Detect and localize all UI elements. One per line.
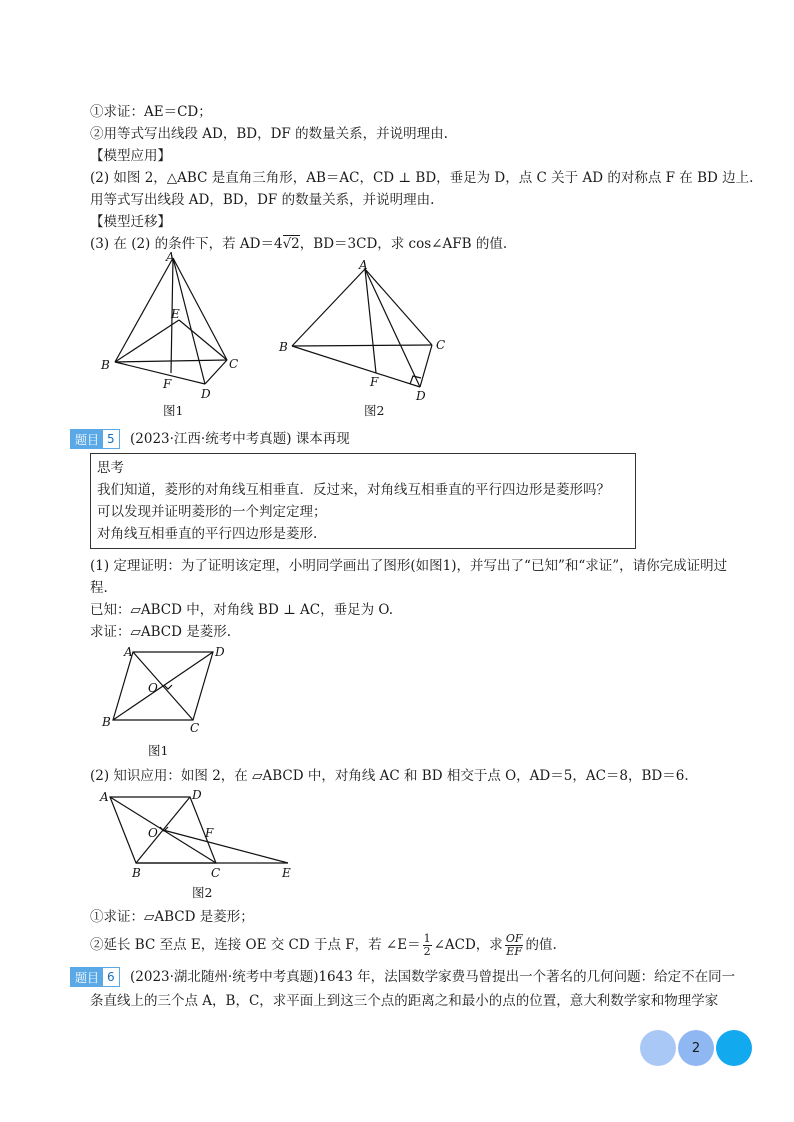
fig1-label-c: C xyxy=(229,357,239,371)
thinking-box-line: 对角线互相垂直的平行四边形是菱形. xyxy=(97,526,318,542)
q5f2-label-d: D xyxy=(192,788,202,802)
q5f1-label-d: D xyxy=(215,645,225,659)
section-heading-transfer: 【模型迁移】 xyxy=(90,214,171,230)
q5-part1-text-b: 程. xyxy=(90,580,108,596)
q5f1-label-a: A xyxy=(124,645,133,659)
page-number-badge xyxy=(640,1030,752,1066)
q5-sub2: ②延长 BC 至点 E，连接 OE 交 CD 于点 F，若 ∠E＝ $\frac{1}{2}$ ∠ACD，求 $\frac{OF}{EF}$ 的值. xyxy=(90,932,557,958)
q5f1-label-o: O xyxy=(148,681,158,695)
fig2-label-b: B xyxy=(279,340,288,354)
q5-prove: 求证：▱ABCD 是菱形. xyxy=(90,624,232,640)
fig2-label-a: A xyxy=(359,258,368,272)
question-part2: ②用等式写出线段 AD，BD，DF 的数量关系，并说明理由. xyxy=(90,126,448,142)
q5-figure-1-caption: 图1 xyxy=(148,743,169,758)
figure-2-triangle xyxy=(275,255,455,409)
question-6-tag xyxy=(70,967,120,987)
q5-part2-text: (2) 知识应用：如图 2，在 ▱ABCD 中，对角线 AC 和 BD 相交于点 O，AD＝5，AC＝8，BD＝6. xyxy=(90,768,689,784)
fraction-one-half: $\frac{1}{2}$ xyxy=(423,932,431,958)
page-number: 2 xyxy=(678,1030,714,1066)
q5f1-label-c: C xyxy=(190,721,200,735)
q6-text-line1: (2023·湖北随州·统考中考真题)1643 年，法国数学家费马曾提出一个著名的几何问题：给定不在同一 xyxy=(130,969,736,985)
figure-2-caption: 图2 xyxy=(364,403,385,418)
application-text-1: (2) 如图 2，△ABC 是直角三角形，AB＝AC，CD ⊥ BD，垂足为 D，点 C 关于 AD 的对称点 F 在 BD 边上. xyxy=(90,170,754,186)
question-tag-number: 6 xyxy=(103,968,119,986)
thinking-box-line: 我们知道，菱形的对角线互相垂直．反过来，对角线互相垂直的平行四边形是菱形吗？ xyxy=(97,482,610,498)
application-text-2: 用等式写出线段 AD，BD，DF 的数量关系，并说明理由. xyxy=(90,192,435,208)
q5-known: 已知：▱ABCD 中，对角线 BD ⊥ AC，垂足为 O. xyxy=(90,602,393,618)
fraction-of-ef: $\frac{OF}{EF}$ xyxy=(505,932,523,958)
thinking-box-title: 思考 xyxy=(97,460,124,476)
fig2-label-f: F xyxy=(370,375,379,389)
figure-1-caption: 图1 xyxy=(163,403,184,418)
question-part1: ①求证：AE＝CD； xyxy=(90,104,212,120)
thinking-box-line: 可以发现并证明菱形的一个判定定理； xyxy=(97,504,327,520)
figure-1-triangle xyxy=(95,250,255,414)
q6-text-line2: 条直线上的三个点 A，B，C，求平面上到这三个点的距离之和最小的点的位置，意大利数学家和物理学家 xyxy=(90,993,719,1009)
q5f2-label-c: C xyxy=(211,866,221,880)
fig1-label-a: A xyxy=(166,250,175,264)
q5-sub1: ①求证：▱ABCD 是菱形； xyxy=(90,909,254,925)
q5-figure-2-rhombus xyxy=(98,785,303,889)
question-5-tag xyxy=(70,429,120,449)
q5f2-label-a: A xyxy=(100,790,109,804)
fig1-label-b: B xyxy=(101,358,110,372)
q5f1-label-b: B xyxy=(102,715,111,729)
question-tag-number: 5 xyxy=(103,430,119,448)
q5f2-label-f: F xyxy=(205,826,214,840)
q5-figure-1-rhombus xyxy=(98,640,238,744)
page-dot-dark xyxy=(716,1030,752,1066)
q5f2-label-b: B xyxy=(132,866,141,880)
q5-part1-text-a: (1) 定理证明：为了证明该定理，小明同学画出了图形(如图1)，并写出了“已知”和“求证”，请你完成证明过 xyxy=(90,558,728,574)
transfer-text: (3) 在 (2) 的条件下，若 AD＝4√2，BD＝3CD，求 cos∠AFB 的值. xyxy=(90,236,508,252)
page-dot-light xyxy=(640,1030,676,1066)
fig1-label-d: D xyxy=(201,387,211,401)
question-tag-label: 题目 xyxy=(71,968,103,986)
q5f2-label-e: E xyxy=(282,866,291,880)
fig1-label-f: F xyxy=(163,377,172,391)
fig2-label-d: D xyxy=(416,389,426,403)
fig2-label-c: C xyxy=(436,338,446,352)
q5f2-label-o: O xyxy=(148,826,158,840)
section-heading-application: 【模型应用】 xyxy=(90,148,171,164)
q5-figure-2-caption: 图2 xyxy=(192,885,213,900)
thinking-box xyxy=(90,453,636,549)
question-tag-label: 题目 xyxy=(71,430,103,448)
question-5-source: (2023·江西·统考中考真题) 课本再现 xyxy=(130,431,350,447)
fig1-label-e: E xyxy=(171,307,180,321)
